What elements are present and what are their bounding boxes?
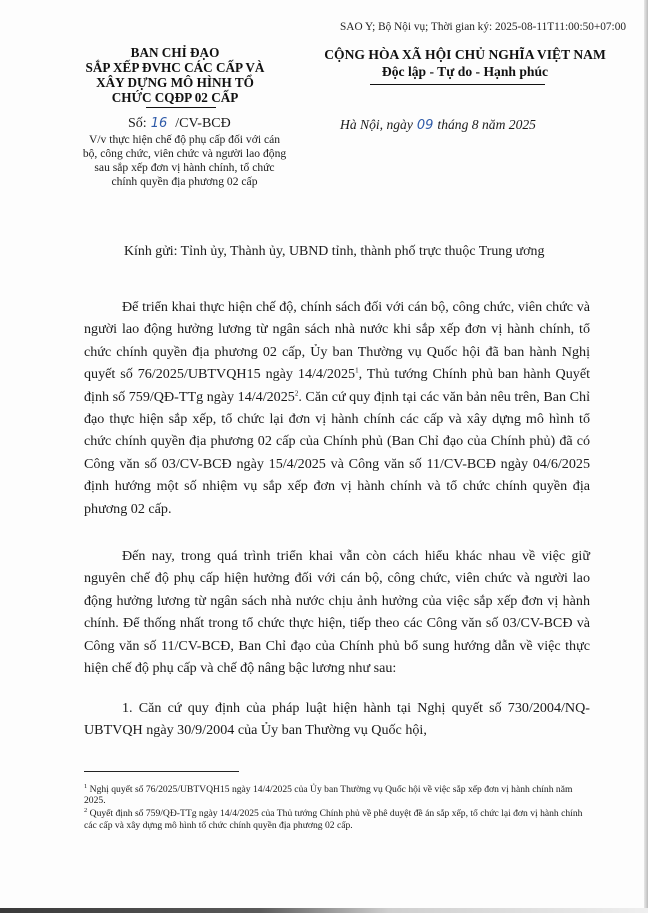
- agency-line: XÂY DỰNG MÔ HÌNH TỔ: [96, 75, 254, 90]
- date-prefix: Hà Nội, ngày: [340, 117, 413, 132]
- copy-signature-stamp: SAO Y; Bộ Nội vụ; Thời gian ký: 2025-08-11T11:00:50+07:00: [340, 21, 626, 33]
- body-paragraph-3: [84, 697, 590, 742]
- place-and-date: [340, 117, 536, 133]
- footnote-1: [84, 784, 590, 806]
- agency-line: CHỨC CQĐP 02 CẤP: [111, 90, 239, 105]
- national-motto: Độc lập - Tự do - Hạnh phúc: [381, 64, 549, 79]
- footnote-ref-1[interactable]: 1: [355, 366, 359, 375]
- motto-underline: [370, 84, 545, 85]
- paragraph-text: , Thủ tướng Chính phủ ban hành Quyết định số 759/QĐ-TTg ngày 14/4/2025: [84, 366, 590, 405]
- page-edge-shadow: [644, 0, 648, 913]
- recipient-line: Kính gửi: Tỉnh ủy, Thành ủy, UBND tỉnh, thành phố trực thuộc Trung ương: [124, 244, 545, 259]
- footnote-mark: 2: [84, 807, 88, 815]
- footnote-2: [84, 808, 590, 830]
- issuing-agency: [70, 45, 280, 105]
- agency-underline: [146, 107, 216, 108]
- footnote-text: Nghị quyết số 76/2025/UBTVQH15 ngày 14/4/2025 của Ủy ban Thường vụ Quốc hội về việc sắp xếp đơn vị hành chính năm 2025.: [84, 784, 573, 807]
- paragraph-text: Để triển khai thực hiện chế độ, chính sách đối với cán bộ, công chức, viên chức và người lao động hưởng lương từ ngân sách nhà nước khi sắp xếp đơn vị hành chính, tổ chức chính quyền địa phương 02 cấp, Ủy ban Thường vụ Quốc hội đã ban hành Nghị quyết số 76/2025/UBTVQH15 ngày 14/4/2025: [84, 299, 590, 383]
- footnote-mark: 1: [84, 782, 88, 790]
- handwritten-number: 16: [150, 116, 168, 131]
- document-number: [128, 116, 231, 132]
- body-paragraph-2: [84, 545, 590, 679]
- footnote-ref-2[interactable]: 2: [294, 388, 299, 397]
- page-bottom-edge: [0, 908, 648, 913]
- national-title: CỘNG HÒA XÃ HỘI CHỦ NGHĨA VIỆT NAM: [324, 47, 606, 62]
- agency-line: SẮP XẾP ĐVHC CÁC CẤP VÀ: [85, 60, 265, 75]
- footnote-text: Quyết định số 759/QĐ-TTg ngày 14/4/2025 của Thủ tướng Chính phủ về phê duyệt đề án sắp xếp, tổ chức lại đơn vị hành chính các cấp và xây dựng mô hình tổ chức chính quyền địa phương 02 cấp.: [84, 808, 583, 831]
- document-subject: V/v thực hiện chế độ phụ cấp đối với cán bộ, công chức, viên chức và người lao động sau sắp xếp đơn vị hành chính, tổ chức chính quyền địa phương 02 cấp: [82, 133, 287, 188]
- footnote-separator: [84, 771, 239, 772]
- agency-line: BAN CHỈ ĐẠO: [130, 45, 220, 60]
- handwritten-day: 09: [416, 118, 434, 133]
- paragraph-text: 1. Căn cứ quy định của pháp luật hiện hành tại Nghị quyết số 730/2004/NQ-UBTVQH ngày 30/9/2004 của Ủy ban Thường vụ Quốc hội,: [84, 700, 590, 739]
- footnotes: [84, 784, 590, 833]
- date-suffix: tháng 8 năm 2025: [437, 117, 536, 132]
- body-paragraph-1: [84, 296, 590, 520]
- paragraph-text: . Căn cứ quy định tại các văn bản nêu trên, Ban Chỉ đạo thực hiện sắp xếp, tổ chức lại đơn vị hành chính các cấp và xây dựng mô hình tổ chức chính quyền địa phương 02 cấp của Chính phủ (Ban Chỉ đạo của Chính phủ) đã có Công văn số 03/CV-BCĐ ngày 15/4/2025 và Công văn số 11/CV-BCĐ ngày 04/6/2025 định hướng một số nhiệm vụ sắp xếp đơn vị hành chính và tổ chức chính quyền địa phương 02 cấp.: [84, 388, 590, 517]
- document-number-suffix: /CV-BCĐ: [175, 116, 231, 131]
- document-number-prefix: Số:: [128, 116, 147, 131]
- paragraph-text: Đến nay, trong quá trình triển khai vẫn còn cách hiểu khác nhau về việc giữ nguyên chế độ phụ cấp hiện hưởng đối với cán bộ, công chức, viên chức và người lao động hưởng lương từ ngân sách nhà nước chịu ảnh hưởng của việc sắp xếp đơn vị hành chính. Để thống nhất trong tổ chức thực hiện, tiếp theo các Công văn số 03/CV-BCĐ và Công văn số 11/CV-BCĐ, Ban Chỉ đạo của Chính phủ bổ sung hướng dẫn về việc thực hiện chế độ phụ cấp và chế độ nâng bậc lương như sau:: [84, 548, 590, 677]
- national-header: [300, 46, 630, 80]
